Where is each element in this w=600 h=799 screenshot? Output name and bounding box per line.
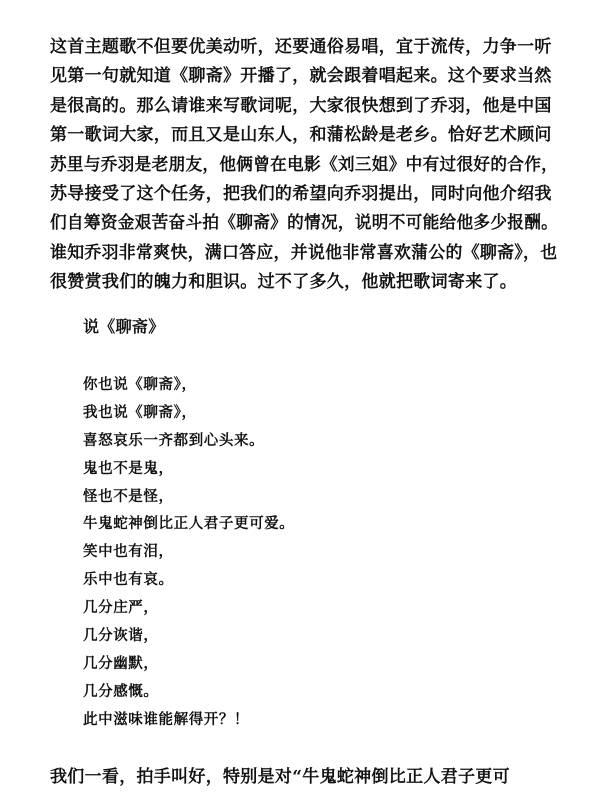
poem-line: 几分诙谐， [83, 628, 159, 645]
paragraph-line: 苏里与乔羽是老朋友，他俩曾在电影《刘三姐》中有过很好的合作， [50, 154, 559, 175]
closing-paragraph [50, 763, 560, 792]
paragraph-line: 很赞赏我们的魄力和胆识。过不了多久，他就把歌词寄来了。 [50, 272, 518, 293]
poem-line: 笑中也有泪， [83, 544, 174, 561]
poem-title: 说《聊斋》 [83, 317, 165, 336]
paragraph-line: 我们一看，拍手叫好，特别是对“牛鬼蛇神倒比正人君子更可 [50, 767, 510, 787]
poem-line: 鬼也不是鬼， [83, 460, 174, 477]
poem-line: 乐中也有哀。 [83, 572, 174, 589]
poem-line: 牛鬼蛇神倒比正人君子更可爱。 [83, 516, 295, 533]
paragraph-line: 是很高的。那么请谁来写歌词呢，大家很快想到了乔羽，他是中国 [50, 95, 552, 116]
poem-lyrics [83, 372, 294, 735]
poem-line: 几分庄严， [83, 600, 159, 617]
paragraph-line: 这首主题歌不但要优美动听，还要通俗易唱，宜于流传，力争一听 [50, 37, 552, 57]
intro-paragraph [50, 33, 560, 298]
paragraph-line: 们自筹资金艰苦奋斗拍《聊斋》的情况，说明不可能给他多少报酬。 [50, 213, 559, 234]
poem-line: 几分幽默， [83, 655, 159, 672]
paragraph-line: 见第一句就知道《聊斋》开播了，就会跟着唱起来。这个要求当然 [50, 66, 552, 87]
poem-line: 你也说《聊斋》， [83, 377, 197, 393]
paragraph-line: 谁知乔羽非常爽快，满口答应，并说他非常喜欢蒲公的《聊斋》，也 [50, 242, 558, 263]
poem-line: 怪也不是怪， [83, 488, 174, 505]
poem-line: 几分感慨。 [83, 683, 159, 700]
paragraph-line: 苏导接受了这个任务，把我们的希望向乔羽提出，同时向他介绍我 [50, 183, 552, 204]
paragraph-line: 第一歌词大家，而且又是山东人，和蒲松龄是老乡。恰好艺术顾问 [50, 125, 552, 146]
poem-line: 我也说《聊斋》， [83, 404, 197, 421]
poem-line: 喜怒哀乐一齐都到心头来。 [83, 432, 265, 449]
poem-line: 此中滋味谁能解得开？！ [83, 711, 250, 728]
